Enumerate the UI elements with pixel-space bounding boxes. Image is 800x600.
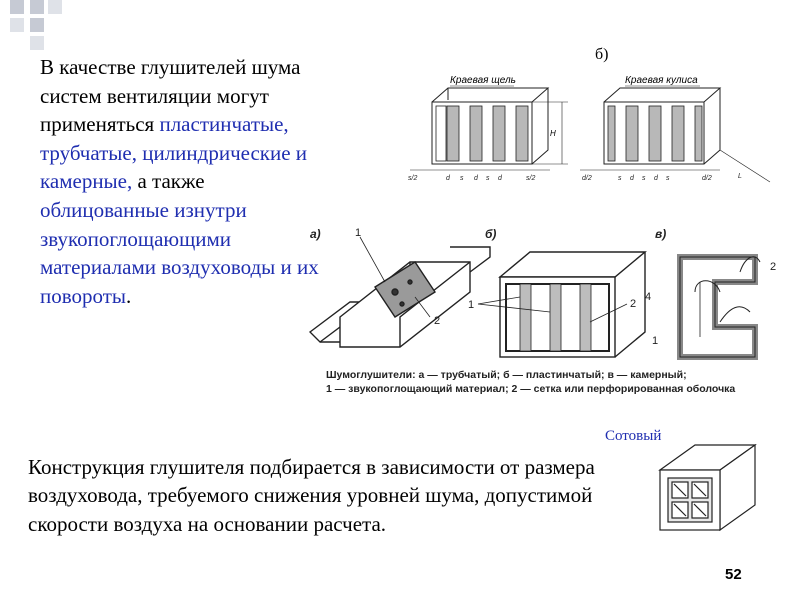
height-label: H xyxy=(550,129,556,138)
edge-baffle-label: Краевая кулиса xyxy=(625,75,698,86)
dim-left-3: d xyxy=(474,175,478,182)
main-text-types: пластинчатые, трубчатые, цилиндрические и камерные, xyxy=(40,112,308,194)
main-paragraph xyxy=(40,53,330,310)
figure-label-b: б) xyxy=(595,46,609,63)
label-1-v: 1 xyxy=(652,335,659,347)
label-b-mid: б) xyxy=(485,227,497,241)
main-text-lined-ducts: облицованные изнутри звукопоглощающими материалами воздуховоды и их повороты xyxy=(40,197,319,308)
dim-left-6: s/2 xyxy=(526,175,536,182)
bottom-paragraph: Конструкция глушителя подбирается в зависимости от размера воздуховода, требуемого снижения уровней шума, допустимой скорости воздуха на основании расчета. xyxy=(28,455,595,536)
label-2-a: 2 xyxy=(434,315,441,327)
label-1-b: 1 xyxy=(468,299,475,311)
label-2-v: 2 xyxy=(770,261,777,273)
main-text-part3: а также xyxy=(132,169,205,194)
dim-left-2: s xyxy=(460,175,464,182)
figure-caption-line1: Шумоглушители: а — трубчатый; б — пластинчатый; в — камерный; xyxy=(326,369,687,381)
silencer-types-diagram xyxy=(300,222,800,372)
label-a: а) xyxy=(310,227,321,241)
label-2-b: 2 xyxy=(630,298,637,310)
dim-right-3: s xyxy=(642,175,646,182)
dim-right-1: s xyxy=(618,175,622,182)
label-v: в) xyxy=(655,227,667,241)
figure-caption xyxy=(326,368,796,396)
main-text-end: . xyxy=(126,283,132,308)
plate-silencer-diagram xyxy=(390,70,790,210)
page-number: 52 xyxy=(725,566,742,583)
figure-caption-line2: 1 — звукопоглощающий материал; 2 — сетка или перфорированная оболочка xyxy=(326,383,736,395)
dim-left-1: d xyxy=(446,175,450,182)
dim-right-2: d xyxy=(630,175,634,182)
dim-left-5: d xyxy=(498,175,502,182)
main-text-part1: В качестве глушителей шума систем вентиляции могут применяться xyxy=(40,55,301,137)
length-label: L xyxy=(738,173,742,180)
cellular-label: Сотовый xyxy=(605,428,662,444)
label-1-a: 1 xyxy=(355,227,362,239)
dim-right-5: s xyxy=(666,175,670,182)
dim-right-4: d xyxy=(654,175,658,182)
cellular-silencer-diagram xyxy=(650,440,765,550)
dim-left-4: s xyxy=(486,175,490,182)
edge-gap-label: Краевая щель xyxy=(450,75,516,86)
dim-right-6: d/2 xyxy=(702,175,712,182)
label-4-v: 4 xyxy=(645,291,652,303)
dim-right-0: d/2 xyxy=(582,175,592,182)
corner-decoration xyxy=(0,0,80,50)
dim-left-0: s/2 xyxy=(408,175,418,182)
